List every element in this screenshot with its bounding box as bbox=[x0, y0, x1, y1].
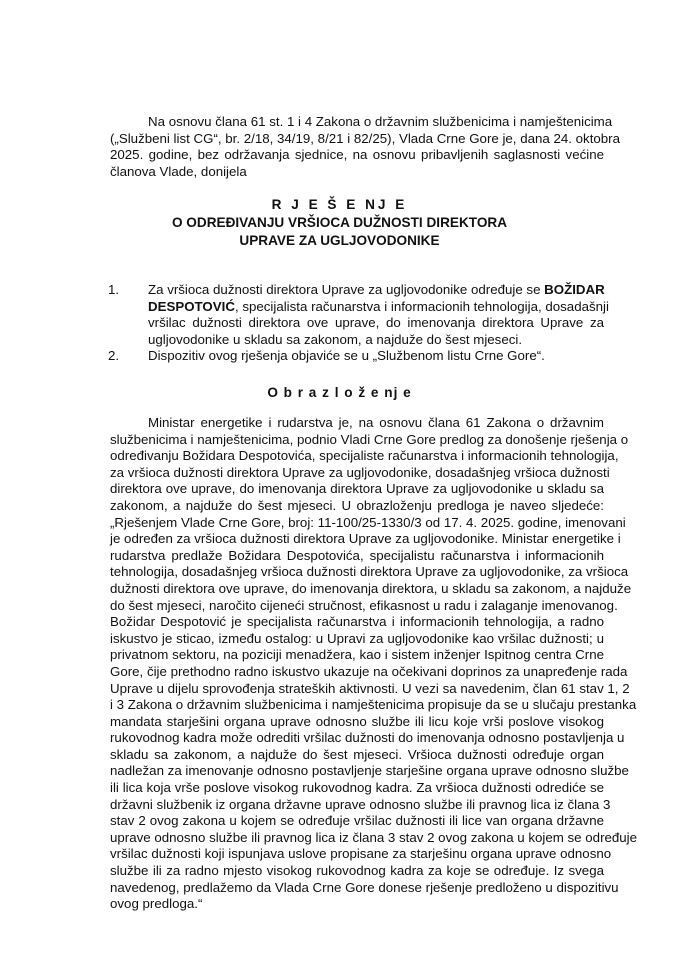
text-line: ili lica koja vrše poslove visokog rukovodnog kadra. Za vršioca dužnosti odrediće se bbox=[110, 780, 604, 796]
item-text: , specijalista računarstva i informacionih tehnologija, dosadašnji bbox=[234, 298, 609, 314]
list-item bbox=[108, 282, 609, 348]
text-line: iskustvo je sticao, između ostalog: u Upravi za ugljovodonike kao vršilac dužnosti; u bbox=[110, 630, 604, 646]
text-line: rukovodnog kadra može odrediti vršilac dužnosti do imenovanja odnosno postavljenja u bbox=[110, 730, 625, 746]
document-subtitle-line-1: O ODREĐIVANJU VRŠIOCA DUŽNOSTI DIREKTORA bbox=[171, 215, 508, 230]
text-line: Na osnovu člana 61 st. 1 i 4 Zakona o državnim službenicima i namještenicima bbox=[148, 114, 613, 129]
text-line: ovog predloga.“ bbox=[110, 896, 203, 912]
text-line: službenicima i namještenicima, podnio Vladi Crne Gore predlog za donošenje rješenja o bbox=[110, 431, 629, 447]
text-line: članova Vlade, donijela bbox=[110, 163, 247, 179]
explanation-heading: O b r a z l o ž e nj e bbox=[267, 385, 412, 400]
item-text: ugljovodonike u skladu sa zakonom, a najduže do šest mjeseci. bbox=[148, 331, 523, 347]
text-line: je određen za vršioca dužnosti direktora Uprave za ugljovodonike. Ministar energetike i bbox=[110, 531, 621, 547]
person-surname: DESPOTOVIĆ bbox=[148, 298, 235, 314]
preamble-paragraph bbox=[110, 114, 621, 180]
explanation-paragraph bbox=[110, 415, 638, 913]
document-subtitle-line-2: UPRAVE ZA UGLJOVODONIKE bbox=[239, 233, 440, 248]
text-line: Uprave u dijelu sprovođenja strateških aktivnosti. U vezi sa navedenim, član 61 stav 1, 2 bbox=[110, 680, 630, 696]
person-name: BOŽIDAR bbox=[544, 282, 605, 297]
text-line: rudarstva predlaže Božidara Despotovića, specijalistu računarstva i informacionih bbox=[110, 547, 604, 563]
text-line: vršilac dužnosti koji ispunjava uslove propisane za starješinu organa uprave odnosno bbox=[110, 846, 612, 862]
item-text: Za vršioca dužnosti direktora Uprave za ugljovodonike određuje se bbox=[148, 282, 545, 297]
list-item bbox=[110, 348, 604, 365]
text-line: zakonom, a najduže do šest mjeseci. U obrazloženju predloga je naveo sljedeće: bbox=[110, 497, 604, 513]
text-line: za vršioca dužnosti direktora Uprave za ugljovodonike, dosadašnjeg vršioca dužnosti bbox=[110, 464, 610, 480]
text-line: i 3 Zakona o državnim službenicima i namještenicima propisuje da se u slučaju prestanka bbox=[110, 697, 637, 713]
item-text: Dispozitiv ovog rješenja objaviće se u „Službenom listu Crne Gore“. bbox=[148, 348, 545, 363]
text-line: državni službenik iz organa državne uprave odnosno službe ili pravnog lica iz člana 3 bbox=[110, 796, 611, 812]
item-text: vršilac dužnosti direktora ove uprave, do imenovanja direktora Uprave za bbox=[148, 315, 604, 331]
text-line: određivanju Božidara Despotovića, specijaliste računarstva i informacionih tehnologija, bbox=[110, 448, 619, 464]
text-line: službe ili za radno mjesto visokog rukovodnog kadra za koje se određuje. Iz svega bbox=[110, 863, 604, 879]
text-line: do šest mjeseci, naročito cijeneći stručnost, efikasnost u radu i zalaganje imenovanog. bbox=[110, 597, 618, 613]
text-line: Ministar energetike i rudarstva je, na osnovu člana 61 Zakona o državnim bbox=[148, 415, 604, 430]
text-line: Božidar Despotović je specijalista računarstva i informacionih tehnologija, a radno bbox=[110, 614, 604, 630]
text-line: skladu sa zakonom, a najduže do šest mjeseci. Vršioca dužnosti određuje organ bbox=[110, 746, 604, 762]
text-line: nadležan za imenovanje odnosno postavljenje starješine organa uprave odnosno službe bbox=[110, 763, 629, 779]
text-line: Gore, čije prethodno radno iskustvo ukazuje na očekivani doprinos za unapređenje rada bbox=[110, 663, 628, 679]
text-line: navedenog, predlažemo da Vlada Crne Gore donese rješenje predloženo u dispozitivu bbox=[110, 879, 619, 895]
list-number: 2. bbox=[108, 348, 120, 363]
text-line: privatnom sektoru, na poziciji menadžera, kao i sistem inženjer Ispitnog centra Crne bbox=[110, 647, 604, 663]
text-line: uprave odnosno službe ili pravnog lica iz člana 3 stav 2 ovog zakona u kojem se određuje bbox=[110, 829, 638, 845]
text-line: stav 2 ovog zakona u kojem se određuje vršilac dužnosti ili lice van organa državne bbox=[110, 813, 604, 829]
text-line: tehnologija, dosadašnjeg vršioca dužnosti direktora Uprave za ugljovodonike, za vršioca bbox=[110, 564, 629, 580]
text-line: mandata starješini organa uprave odnosno službe ili licu koje vrši poslove visokog bbox=[110, 713, 604, 729]
list-number: 1. bbox=[108, 282, 120, 297]
document-title: R J E Š E NJ E bbox=[271, 197, 408, 212]
text-line: dužnosti direktora ove uprave, do imenovanja direktora, u skladu sa zakonom, a najduže bbox=[110, 580, 632, 596]
text-line: („Službeni list CG“, br. 2/18, 34/19, 8/21 i 82/25), Vlada Crne Gore je, dana 24. oktobra bbox=[110, 130, 621, 146]
text-line: direktora ove uprave, do imenovanja direktora Uprave za ugljovodonike u skladu sa bbox=[110, 481, 604, 497]
text-line: 2025. godine, bez održavanja sjednice, na osnovu pribavljenih saglasnosti većine bbox=[110, 147, 604, 163]
text-line: „Rješenjem Vlade Crne Gore, broj: 11-100/25-1330/3 od 17. 4. 2025. godine, imenovani bbox=[110, 514, 626, 530]
